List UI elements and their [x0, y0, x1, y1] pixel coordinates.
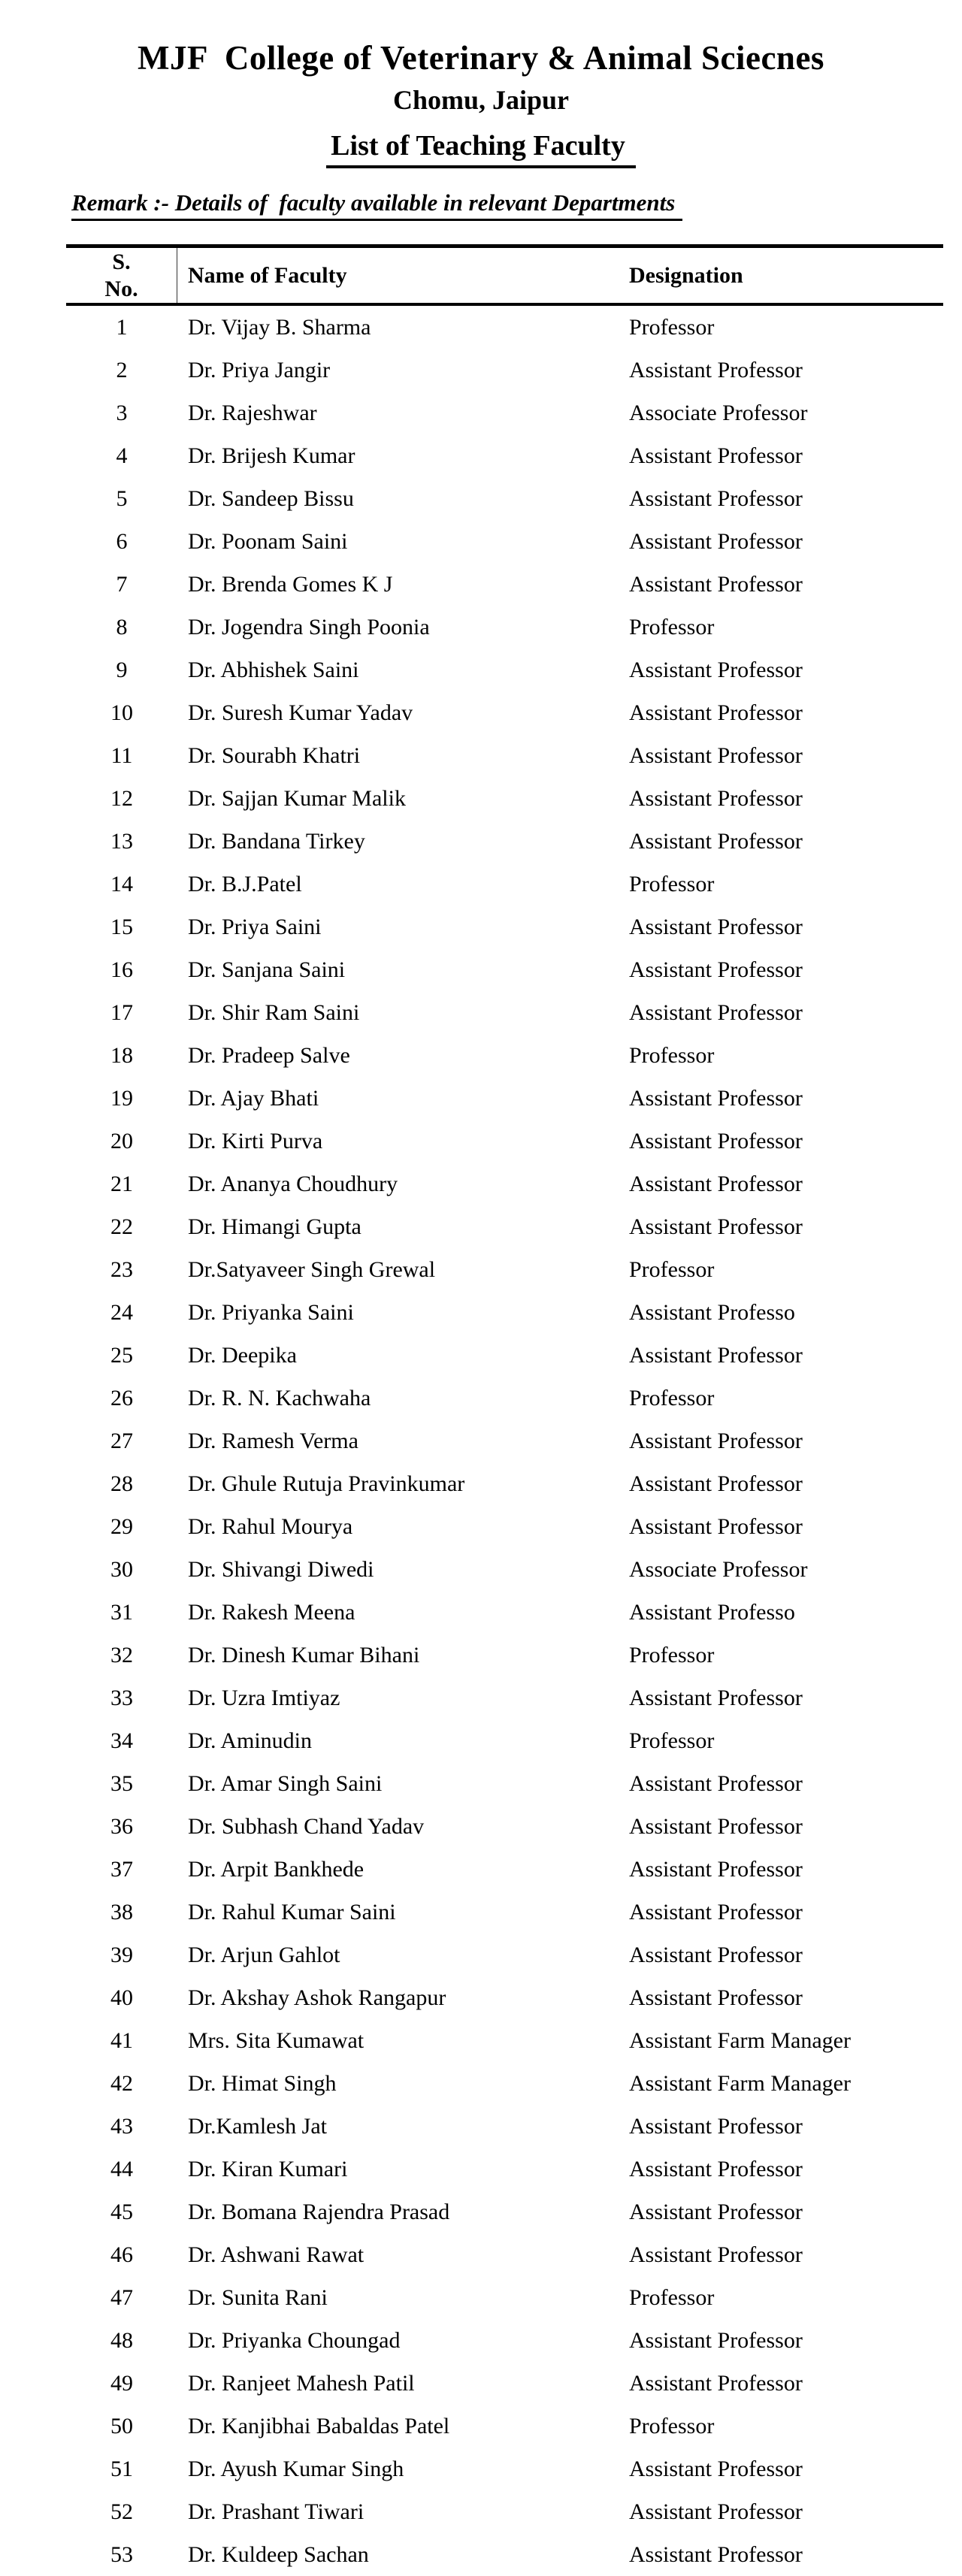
faculty-name: Dr. Poonam Saini [188, 528, 348, 554]
table-row [66, 1248, 943, 1291]
faculty-designation: Associate Professor [629, 400, 808, 425]
table-row [66, 1205, 943, 1248]
document-title: List of Teaching Faculty [326, 128, 636, 168]
faculty-designation: Assistant Professor [629, 1942, 803, 1967]
faculty-designation: Assistant Professor [629, 785, 803, 811]
faculty-designation: Assistant Professor [629, 528, 803, 554]
faculty-serial-number: 27 [110, 1428, 133, 1453]
faculty-designation: Assistant Professor [629, 1899, 803, 1924]
faculty-designation: Assistant Professor [629, 1856, 803, 1882]
faculty-name: Mrs. Sita Kumawat [188, 2027, 365, 2053]
faculty-designation: Assistant Farm Manager [629, 2027, 851, 2053]
college-name-title: MJF College of Veterinary & Animal Sciecnes [138, 39, 824, 77]
faculty-designation: Assistant Professor [629, 485, 803, 511]
faculty-serial-number: 20 [110, 1128, 133, 1153]
table-row [66, 2490, 943, 2533]
faculty-serial-number: 33 [110, 1685, 133, 1710]
table-row [66, 606, 943, 649]
faculty-serial-number: 37 [110, 1856, 133, 1882]
faculty-designation: Assistant Professor [629, 2541, 803, 2567]
faculty-table-header [66, 244, 943, 306]
faculty-designation: Assistant Professor [629, 914, 803, 939]
faculty-designation: Assistant Professor [629, 571, 803, 597]
faculty-serial-number: 49 [110, 2370, 133, 2396]
faculty-name: Dr. Arjun Gahlot [188, 1942, 340, 1967]
faculty-serial-number: 25 [110, 1342, 133, 1368]
faculty-serial-number: 31 [110, 1599, 133, 1625]
faculty-name: Dr. Brijesh Kumar [188, 443, 355, 468]
faculty-serial-number: 41 [110, 2027, 133, 2053]
table-row [66, 991, 943, 1034]
faculty-name: Dr. Brenda Gomes K J [188, 571, 393, 597]
table-row [66, 906, 943, 948]
faculty-designation: Assistant Professor [629, 1171, 803, 1196]
faculty-designation: Assistant Professor [629, 657, 803, 682]
faculty-serial-number: 10 [110, 700, 133, 725]
faculty-serial-number: 34 [110, 1728, 133, 1753]
table-row [66, 1163, 943, 1205]
faculty-serial-number: 44 [110, 2156, 133, 2181]
faculty-name: Dr.Kamlesh Jat [188, 2113, 327, 2139]
faculty-name: Dr. Priya Saini [188, 914, 322, 939]
faculty-serial-number: 42 [110, 2070, 133, 2096]
faculty-designation: Professor [629, 2284, 715, 2310]
faculty-serial-number: 29 [110, 1513, 133, 1539]
table-row [66, 1762, 943, 1805]
faculty-name: Dr. Priyanka Choungad [188, 2327, 401, 2353]
faculty-serial-number: 32 [110, 1642, 133, 1667]
faculty-name: Dr. Rahul Kumar Saini [188, 1899, 396, 1924]
table-row [66, 2405, 943, 2448]
faculty-name: Dr. Rajeshwar [188, 400, 317, 425]
faculty-designation: Assistant Professor [629, 1813, 803, 1839]
table-row [66, 1034, 943, 1077]
faculty-designation: Assistant Professor [629, 1085, 803, 1111]
faculty-name: Dr. Shivangi Diwedi [188, 1556, 374, 1582]
faculty-name: Dr. Sunita Rani [188, 2284, 328, 2310]
faculty-serial-number: 9 [116, 657, 128, 682]
faculty-serial-number: 30 [110, 1556, 133, 1582]
table-row [66, 2233, 943, 2276]
faculty-name: Dr. Kuldeep Sachan [188, 2541, 369, 2567]
table-row [66, 1634, 943, 1677]
table-row [66, 1891, 943, 1934]
remark-wrap [71, 189, 682, 221]
table-row [66, 1291, 943, 1334]
faculty-designation: Professor [629, 2413, 715, 2438]
faculty-name: Dr. Dinesh Kumar Bihani [188, 1642, 420, 1667]
faculty-designation: Associate Professor [629, 1556, 808, 1582]
faculty-serial-number: 24 [110, 1299, 133, 1325]
table-row [66, 863, 943, 906]
faculty-serial-number: 36 [110, 1813, 133, 1839]
faculty-name: Dr. Bandana Tirkey [188, 828, 365, 854]
table-row [66, 2191, 943, 2233]
table-row [66, 520, 943, 563]
faculty-designation: Assistant Professor [629, 1342, 803, 1368]
faculty-name: Dr. Himangi Gupta [188, 1214, 362, 1239]
faculty-name: Dr. Suresh Kumar Yadav [188, 700, 413, 725]
faculty-designation: Professor [629, 1728, 715, 1753]
table-row [66, 349, 943, 392]
faculty-designation: Assistant Professor [629, 2156, 803, 2181]
faculty-serial-number: 8 [116, 614, 128, 639]
faculty-name: Dr. Prashant Tiwari [188, 2499, 365, 2524]
table-row [66, 734, 943, 777]
faculty-designation: Assistant Professor [629, 1214, 803, 1239]
table-row [66, 1462, 943, 1505]
faculty-name: Dr. Shir Ram Saini [188, 999, 360, 1025]
table-row [66, 2019, 943, 2062]
faculty-serial-number: 17 [110, 999, 133, 1025]
faculty-serial-number: 45 [110, 2199, 133, 2224]
table-row [66, 1934, 943, 1976]
faculty-designation: Assistant Professor [629, 2327, 803, 2353]
faculty-name: Dr. Deepika [188, 1342, 297, 1368]
table-row [66, 777, 943, 820]
faculty-name: Dr. Ghule Rutuja Pravinkumar [188, 1471, 465, 1496]
faculty-name: Dr. Aminudin [188, 1728, 313, 1753]
table-row [66, 306, 943, 349]
table-row [66, 2448, 943, 2490]
faculty-serial-number: 52 [110, 2499, 133, 2524]
faculty-designation: Assistant Professor [629, 1770, 803, 1796]
faculty-serial-number: 19 [110, 1085, 133, 1111]
table-row [66, 1548, 943, 1591]
faculty-serial-number: 35 [110, 1770, 133, 1796]
faculty-name: Dr. Vijay B. Sharma [188, 314, 371, 340]
faculty-designation: Assistant Professo [629, 1599, 795, 1625]
faculty-name: Dr. Ayush Kumar Singh [188, 2456, 404, 2481]
faculty-designation: Assistant Professor [629, 2499, 803, 2524]
faculty-designation: Assistant Professor [629, 742, 803, 768]
faculty-name: Dr.Satyaveer Singh Grewal [188, 1256, 436, 1282]
faculty-designation: Assistant Professor [629, 2199, 803, 2224]
serial-header-line1: S. [112, 249, 131, 274]
faculty-serial-number: 12 [110, 785, 133, 811]
faculty-serial-number: 3 [116, 400, 128, 425]
faculty-serial-number: 13 [110, 828, 133, 854]
faculty-serial-number: 15 [110, 914, 133, 939]
faculty-designation: Assistant Professor [629, 1513, 803, 1539]
faculty-designation: Assistant Professor [629, 1428, 803, 1453]
faculty-designation: Assistant Professo [629, 1299, 795, 1325]
table-row [66, 1420, 943, 1462]
faculty-designation: Professor [629, 1642, 715, 1667]
faculty-name: Dr. Rahul Mourya [188, 1513, 353, 1539]
table-row [66, 1377, 943, 1420]
table-row [66, 649, 943, 691]
faculty-serial-number: 21 [110, 1171, 133, 1196]
faculty-name: Dr. Amar Singh Saini [188, 1770, 383, 1796]
faculty-name: Dr. Ajay Bhati [188, 1085, 319, 1111]
table-row [66, 2276, 943, 2319]
faculty-designation: Assistant Professor [629, 1128, 803, 1153]
table-row [66, 392, 943, 434]
faculty-serial-number: 7 [116, 571, 128, 597]
serial-header-line2: No. [104, 276, 138, 301]
table-row [66, 1334, 943, 1377]
faculty-serial-number: 46 [110, 2242, 133, 2267]
faculty-serial-number: 39 [110, 1942, 133, 1967]
faculty-serial-number: 48 [110, 2327, 133, 2353]
faculty-name: Dr. Kanjibhai Babaldas Patel [188, 2413, 450, 2438]
faculty-name: Dr. Jogendra Singh Poonia [188, 614, 430, 639]
faculty-name: Dr. Sanjana Saini [188, 957, 346, 982]
table-row [66, 1591, 943, 1634]
faculty-name: Dr. Abhishek Saini [188, 657, 359, 682]
faculty-designation: Assistant Professor [629, 999, 803, 1025]
faculty-name: Dr. Ranjeet Mahesh Patil [188, 2370, 415, 2396]
faculty-designation: Assistant Professor [629, 1985, 803, 2010]
faculty-name: Dr. Subhash Chand Yadav [188, 1813, 425, 1839]
table-row [66, 2362, 943, 2405]
faculty-designation: Assistant Professor [629, 2370, 803, 2396]
faculty-designation: Assistant Professor [629, 443, 803, 468]
faculty-name: Dr. Sourabh Khatri [188, 742, 361, 768]
faculty-name: Dr. Akshay Ashok Rangapur [188, 1985, 446, 2010]
table-row [66, 2148, 943, 2191]
faculty-name: Dr. Sajjan Kumar Malik [188, 785, 406, 811]
faculty-name: Dr. Uzra Imtiyaz [188, 1685, 340, 1710]
faculty-serial-number: 43 [110, 2113, 133, 2139]
faculty-name: Dr. Ashwani Rawat [188, 2242, 365, 2267]
faculty-serial-number: 47 [110, 2284, 133, 2310]
faculty-designation: Assistant Professor [629, 828, 803, 854]
table-row [66, 1805, 943, 1848]
table-row [66, 2105, 943, 2148]
faculty-name: Dr. Priya Jangir [188, 357, 331, 382]
remark-note: Remark :- Details of faculty available in relevant Departments [71, 189, 682, 221]
faculty-designation: Assistant Professor [629, 357, 803, 382]
table-row [66, 820, 943, 863]
faculty-serial-number: 14 [110, 871, 133, 896]
faculty-name: Dr. Arpit Bankhede [188, 1856, 365, 1882]
table-row [66, 691, 943, 734]
faculty-name: Dr. Kiran Kumari [188, 2156, 348, 2181]
faculty-name: Dr. Rakesh Meena [188, 1599, 355, 1625]
faculty-designation: Professor [629, 871, 715, 896]
faculty-designation: Professor [629, 314, 715, 340]
table-row [66, 1976, 943, 2019]
faculty-serial-number: 40 [110, 1985, 133, 2010]
faculty-serial-number: 26 [110, 1385, 133, 1410]
faculty-serial-number: 11 [110, 742, 133, 768]
faculty-designation: Assistant Professor [629, 700, 803, 725]
table-row [66, 2533, 943, 2576]
faculty-name: Dr. R. N. Kachwaha [188, 1385, 371, 1410]
faculty-designation: Assistant Professor [629, 1471, 803, 1496]
faculty-designation: Assistant Professor [629, 2456, 803, 2481]
faculty-serial-number: 18 [110, 1042, 133, 1068]
faculty-name: Dr. Priyanka Saini [188, 1299, 354, 1325]
faculty-name: Dr. Sandeep Bissu [188, 485, 354, 511]
faculty-serial-number: 51 [110, 2456, 133, 2481]
faculty-serial-number: 6 [116, 528, 128, 554]
faculty-name: Dr. Pradeep Salve [188, 1042, 350, 1068]
faculty-name: Dr. B.J.Patel [188, 871, 302, 896]
faculty-serial-number: 38 [110, 1899, 133, 1924]
table-row [66, 1848, 943, 1891]
column-header-name: Name of Faculty [188, 262, 347, 288]
faculty-serial-number: 28 [110, 1471, 133, 1496]
faculty-name: Dr. Ananya Choudhury [188, 1171, 398, 1196]
faculty-designation: Assistant Professor [629, 2242, 803, 2267]
column-header-designation: Designation [629, 262, 743, 288]
faculty-serial-number: 4 [116, 443, 128, 468]
faculty-designation: Assistant Professor [629, 1685, 803, 1710]
faculty-serial-number: 5 [116, 485, 128, 511]
table-row [66, 1677, 943, 1719]
table-row [66, 1505, 943, 1548]
faculty-designation: Professor [629, 1042, 715, 1068]
faculty-serial-number: 23 [110, 1256, 133, 1282]
document-title-wrap [0, 128, 962, 168]
table-row [66, 1077, 943, 1120]
table-row [66, 563, 943, 606]
table-row [66, 1719, 943, 1762]
faculty-designation: Assistant Professor [629, 2113, 803, 2139]
faculty-designation: Professor [629, 1385, 715, 1410]
faculty-name: Dr. Himat Singh [188, 2070, 337, 2096]
faculty-serial-number: 50 [110, 2413, 133, 2438]
faculty-table-body [66, 306, 943, 2576]
table-row [66, 2062, 943, 2105]
faculty-serial-number: 22 [110, 1214, 133, 1239]
table-row [66, 948, 943, 991]
faculty-name: Dr. Bomana Rajendra Prasad [188, 2199, 450, 2224]
faculty-designation: Professor [629, 1256, 715, 1282]
table-row [66, 1120, 943, 1163]
faculty-name: Dr. Ramesh Verma [188, 1428, 358, 1453]
faculty-name: Dr. Kirti Purva [188, 1128, 323, 1153]
faculty-designation: Assistant Professor [629, 957, 803, 982]
faculty-table [66, 244, 943, 2576]
table-row [66, 477, 943, 520]
college-location: Chomu, Jaipur [392, 85, 570, 115]
faculty-serial-number: 2 [116, 357, 128, 382]
column-header-serial-number [66, 248, 177, 303]
faculty-serial-number: 53 [110, 2541, 133, 2567]
faculty-designation: Assistant Farm Manager [629, 2070, 851, 2096]
faculty-serial-number: 1 [116, 314, 128, 340]
faculty-designation: Professor [629, 614, 715, 639]
table-row [66, 2319, 943, 2362]
faculty-serial-number: 16 [110, 957, 133, 982]
table-row [66, 434, 943, 477]
